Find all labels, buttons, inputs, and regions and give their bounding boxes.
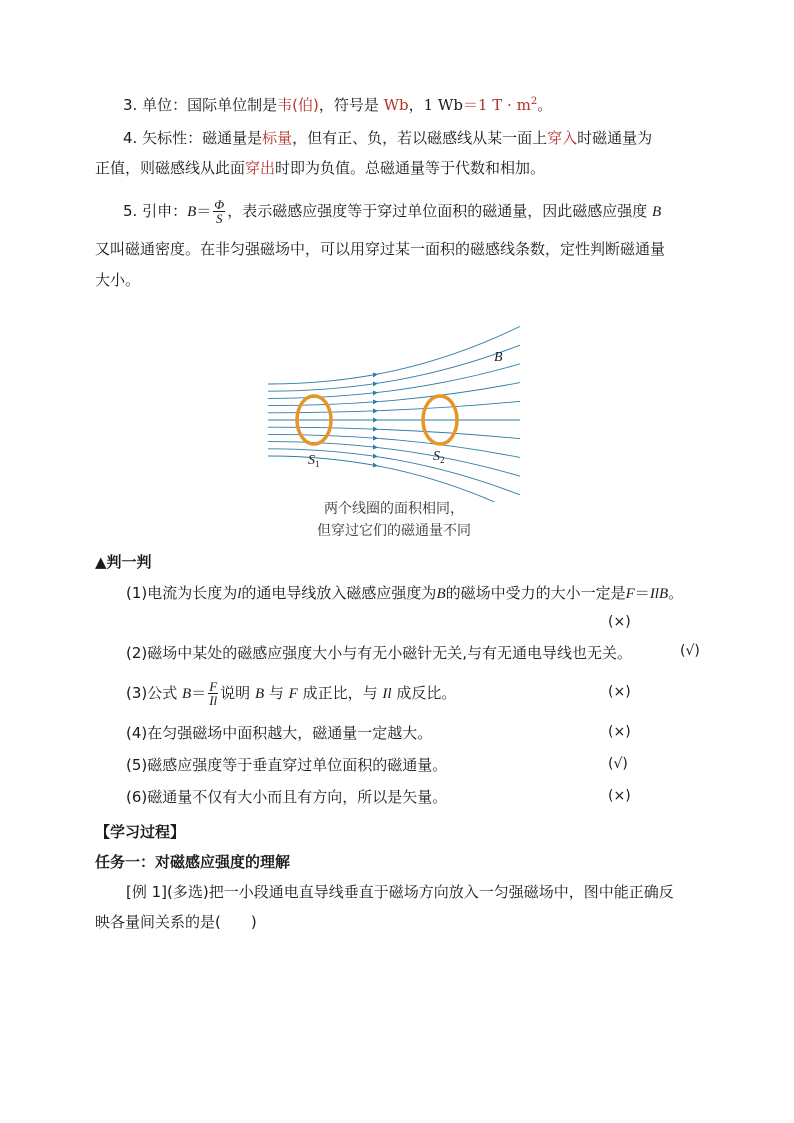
field-arrow: [373, 444, 378, 449]
item-3-unit: [123, 92, 552, 115]
answer-1: (×): [608, 614, 631, 630]
field-line: [268, 401, 520, 413]
label-s2-sub: 2: [440, 455, 445, 465]
q3-text-e: 成反比。: [391, 684, 457, 702]
q3-fraction: [208, 680, 218, 707]
item-4-text-b: ，但有正、负，若以磁感线从某一面上: [292, 129, 548, 147]
item-3-mid: ，符号是: [318, 96, 384, 114]
judge-q1: [126, 583, 683, 604]
answer-6: (×): [608, 788, 631, 804]
field-lines: [268, 326, 520, 502]
symbol-b: B: [651, 204, 662, 220]
label-s1-letter: S: [308, 453, 315, 468]
q1-l: l: [237, 586, 242, 602]
field-line: [268, 364, 520, 399]
label-s1-sub: 1: [315, 459, 320, 469]
field-arrow: [373, 435, 378, 440]
label-b: B: [494, 350, 503, 365]
field-line: [268, 449, 520, 495]
flux-figure: [268, 302, 520, 542]
label-s2: [433, 449, 445, 465]
exit-term: 穿出: [245, 159, 276, 177]
item-3-sep: ，1 Wb: [408, 96, 463, 114]
answer-4: (×): [608, 724, 631, 740]
q3-f: F: [288, 686, 298, 702]
answer-2: (√): [680, 643, 700, 659]
item-5-line-3: 大小。: [95, 271, 141, 289]
field-line: [268, 326, 520, 384]
unit-equation: ＝1 T · m: [462, 96, 531, 114]
formula-eq: ＝: [196, 202, 212, 220]
item-5-text: ，表示磁感应强度等于穿过单位面积的磁通量，因此磁感应强度: [227, 202, 652, 220]
q1-text-c: 的磁场中受力的大小一定是: [445, 584, 626, 602]
q1-b: B: [436, 586, 446, 602]
unit-symbol: Wb: [383, 96, 409, 114]
formula-b: B: [187, 204, 197, 220]
field-line: [268, 427, 520, 439]
field-line: [268, 442, 520, 477]
example-1-line-2: 映各量间关系的是( ): [95, 913, 257, 931]
judge-q2: (2)磁场中某处的磁感应强度大小与有无小磁针无关,与有无通电导线也无关。: [126, 644, 633, 662]
field-line: [268, 434, 520, 457]
q1-end: 。: [668, 584, 684, 602]
judge-q6: (6)磁通量不仅有大小而且有方向，所以是矢量。: [126, 788, 448, 806]
item-5-line-2: 又叫磁通密度。在非匀强磁场中，可以用穿过某一面积的磁感线条数，定性判断磁通量: [95, 240, 666, 258]
label-s1: [308, 453, 320, 469]
q1-f: F: [625, 586, 635, 602]
field-arrow: [373, 426, 378, 431]
field-arrow: [373, 373, 378, 378]
task-1-title: 任务一：对磁感应强度的理解: [95, 853, 291, 871]
q3-numerator: F: [209, 679, 218, 694]
q3-eq: ＝: [191, 684, 207, 702]
field-line: [268, 345, 520, 391]
scalar-term: 标量: [262, 129, 293, 147]
item-5-line-1: [123, 198, 661, 225]
answer-5: (√): [608, 756, 628, 772]
item-4-line-1: [123, 128, 652, 148]
q3-text-d: 成正比，与: [297, 684, 383, 702]
figure-caption-line-1: 两个线圈的面积相同，: [324, 501, 464, 517]
judge-q5: (5)磁感应强度等于垂直穿过单位面积的磁通量。: [126, 756, 448, 774]
figure-caption-line-2: 但穿过它们的磁通量不同: [317, 523, 471, 539]
field-lines-diagram: [268, 302, 520, 502]
field-arrow: [373, 382, 378, 387]
field-arrow: [373, 409, 378, 414]
q1-eq: ＝: [634, 584, 650, 602]
answer-3: (×): [608, 684, 631, 700]
field-arrow: [373, 391, 378, 396]
label-s2-letter: S: [433, 449, 440, 464]
enter-term: 穿入: [547, 129, 578, 147]
field-line: [268, 456, 520, 502]
item-4-text-e: 时即为负值。总磁通量等于代数和相加。: [275, 159, 546, 177]
q1-ilb: IlB: [649, 586, 669, 602]
item-4-text-d: 正值，则磁感线从此面: [95, 159, 246, 177]
judge-heading: ▲判一判: [95, 553, 152, 571]
process-heading: 【学习过程】: [95, 823, 186, 841]
q3-denominator: Il: [209, 693, 218, 708]
q3-text-b: 说明: [220, 684, 255, 702]
q3-il: Il: [382, 686, 392, 702]
q1-text-a: (1)电流为长度为: [126, 584, 238, 602]
item-5-prefix: 5. 引申：: [123, 202, 188, 220]
q3-text-a: (3)公式: [126, 684, 183, 702]
item-3-end: 。: [537, 96, 553, 114]
field-line: [268, 383, 520, 406]
item-4-line-2: [95, 158, 545, 178]
flux-denominator: S: [215, 211, 223, 226]
item-4-text-a: 4. 矢标性：磁通量是: [123, 129, 263, 147]
flux-numerator: Φ: [214, 197, 225, 212]
unit-name: 韦(伯): [277, 96, 319, 114]
q3-b2: B: [254, 686, 265, 702]
field-arrow: [373, 453, 378, 458]
item-4-text-c: 时磁通量为: [577, 129, 653, 147]
judge-q4: (4)在匀强磁场中面积越大，磁通量一定越大。: [126, 724, 433, 742]
example-1-line-1: [例 1](多选)把一小段通电直导线垂直于磁场方向放入一匀强磁场中，图中能正确反: [126, 883, 674, 901]
q1-text-b: 的通电导线放入磁感应强度为: [241, 584, 437, 602]
field-arrow: [373, 400, 378, 405]
field-arrow: [373, 418, 378, 423]
judge-q3: [126, 680, 456, 707]
unit-superscript: 2: [530, 96, 538, 107]
flux-fraction: [213, 198, 225, 225]
q3-text-c: 与: [264, 684, 289, 702]
field-arrow: [373, 462, 378, 467]
q3-b: B: [182, 686, 192, 702]
item-3-prefix: 3. 单位：国际单位制是: [123, 96, 278, 114]
